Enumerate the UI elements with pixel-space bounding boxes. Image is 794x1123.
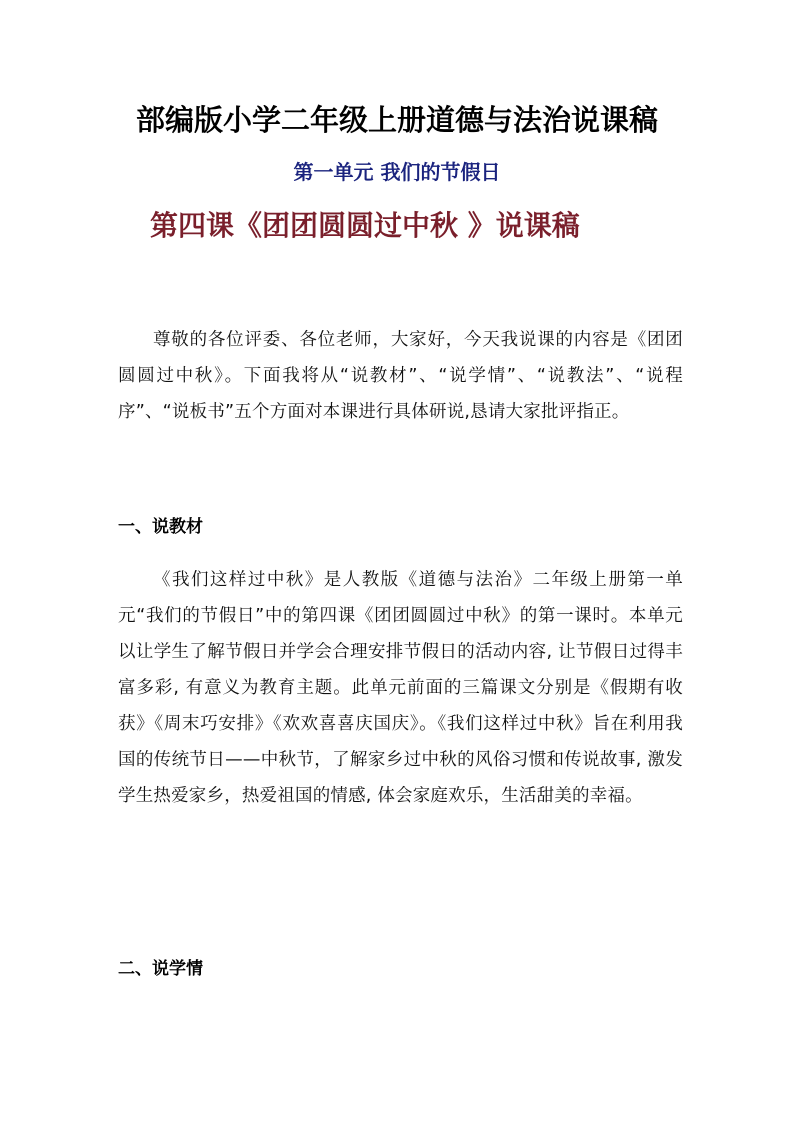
section-heading-students: 二、说学情 — [118, 959, 203, 979]
intro-paragraph: 尊敬的各位评委、各位老师，大家好，今天我说课的内容是《团团圆圆过中秋》。下面我将从“说教材”、“说学情”、“说教法”、“说程序”、“说板书”五个方面对本课进行具体研说,恳请大家批评指正。 — [118, 330, 683, 422]
document-title: 部编版小学二年级上册道德与法治说课稿 — [135, 103, 658, 137]
section-heading-textbook: 一、说教材 — [118, 517, 203, 537]
lesson-title: 第四课《团团圆圆过中秋 》说课稿 — [150, 209, 580, 242]
unit-title: 第一单元 我们的节假日 — [293, 160, 501, 184]
section-paragraph-textbook: 《我们这样过中秋》是人教版《道德与法治》二年级上册第一单元“我们的节假日”中的第四课《团团圆圆过中秋》的第一课时。本单元以让学生了解节假日并学会合理安排节假日的活动内容, 让节假日过得丰富多彩, 有意义为教育主题。此单元前面的三篇课文分别是《假期有收获》《周末巧安排》《欢欢喜喜庆国庆》。《我们这样过中秋》旨在利用我国的传统节日——中秋节，了解家乡过中秋的风俗习惯和传说故事, 激发学生热爱家乡，热爱祖国的情感, 体会家庭欢乐，生活甜美的幸福。 — [118, 570, 683, 806]
